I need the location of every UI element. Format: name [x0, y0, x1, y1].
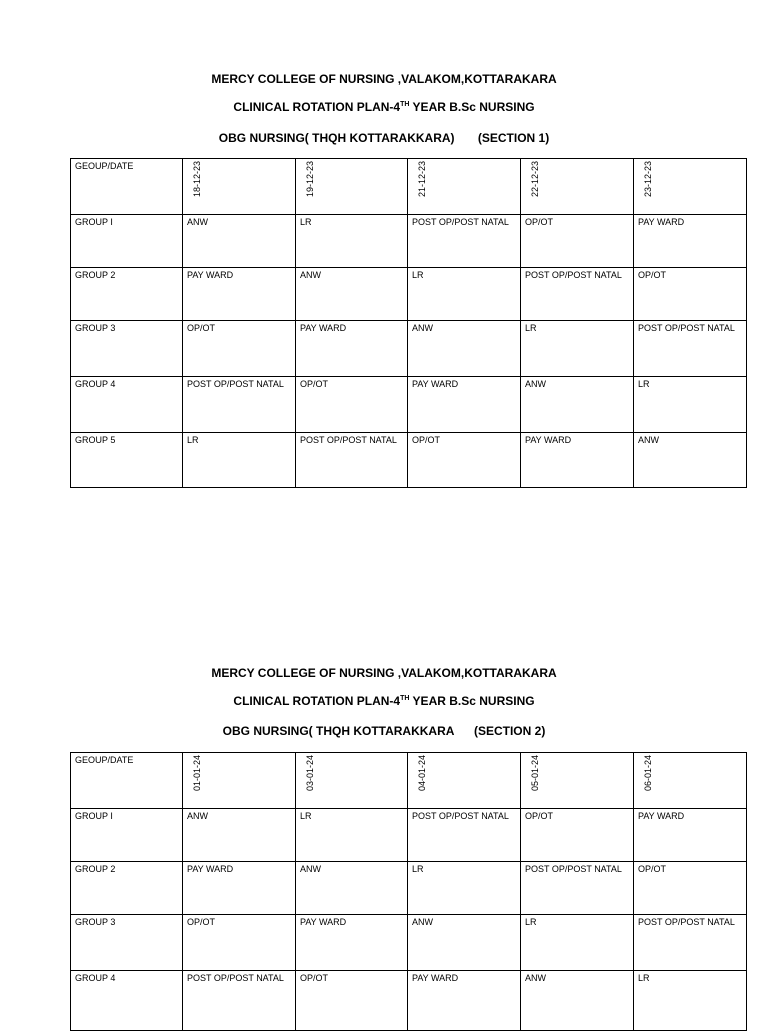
- ward-cell: PAY WARD: [183, 268, 296, 321]
- date-label: 06-01-24: [643, 754, 653, 791]
- ward-cell: OP/OT: [521, 809, 634, 862]
- ward-cell: LR: [521, 915, 634, 971]
- group-label: GROUP 5: [71, 433, 183, 488]
- ward-cell: OP/OT: [634, 862, 747, 915]
- ward-cell: POST OP/POST NATAL: [634, 915, 747, 971]
- ward-cell: ANW: [296, 268, 408, 321]
- date-label: 19-12-23: [305, 160, 315, 197]
- group-label: GROUP 2: [71, 268, 183, 321]
- ward-cell: LR: [634, 377, 747, 433]
- date-cell: [408, 159, 521, 215]
- ward-cell: ANW: [408, 915, 521, 971]
- ward-cell: POST OP/POST NATAL: [183, 971, 296, 1031]
- date-label: 03-01-24: [305, 754, 315, 791]
- ward-cell: PAY WARD: [296, 915, 408, 971]
- group-label: GROUP 3: [71, 321, 183, 377]
- group-label: GROUP 4: [71, 377, 183, 433]
- table-row: [71, 971, 747, 1031]
- ward-cell: OP/OT: [634, 268, 747, 321]
- ward-cell: PAY WARD: [183, 862, 296, 915]
- ward-cell: PAY WARD: [296, 321, 408, 377]
- ward-cell: LR: [296, 809, 408, 862]
- ward-cell: POST OP/POST NATAL: [183, 377, 296, 433]
- group-label: GROUP I: [71, 809, 183, 862]
- corner-label: GEOUP/DATE: [71, 159, 183, 215]
- table-row: [71, 377, 747, 433]
- ward-cell: OP/OT: [296, 971, 408, 1031]
- date-cell: [296, 753, 408, 809]
- ward-cell: OP/OT: [183, 321, 296, 377]
- ward-cell: PAY WARD: [408, 971, 521, 1031]
- table-row: [71, 215, 747, 268]
- ward-cell: ANW: [296, 862, 408, 915]
- date-cell: [521, 753, 634, 809]
- ward-cell: LR: [408, 862, 521, 915]
- ward-cell: ANW: [634, 433, 747, 488]
- ward-cell: ANW: [521, 377, 634, 433]
- ward-cell: POST OP/POST NATAL: [296, 433, 408, 488]
- table-header-row: [71, 159, 747, 215]
- group-label: GROUP I: [71, 215, 183, 268]
- ward-cell: ANW: [183, 215, 296, 268]
- ward-cell: LR: [296, 215, 408, 268]
- ward-cell: PAY WARD: [634, 215, 747, 268]
- date-cell: [183, 159, 296, 215]
- date-label: 21-12-23: [417, 160, 427, 197]
- ward-cell: POST OP/POST NATAL: [634, 321, 747, 377]
- table-row: [71, 809, 747, 862]
- date-label: 18-12-23: [192, 160, 202, 197]
- date-label: 05-01-24: [530, 754, 540, 791]
- rotation-table-section-1: [70, 158, 747, 488]
- ward-cell: PAY WARD: [521, 433, 634, 488]
- plan-title: CLINICAL ROTATION PLAN-4TH YEAR B.Sc NURSING: [233, 100, 535, 114]
- ward-cell: OP/OT: [296, 377, 408, 433]
- ward-cell: PAY WARD: [634, 809, 747, 862]
- ward-cell: LR: [408, 268, 521, 321]
- table-row: [71, 268, 747, 321]
- date-label: 04-01-24: [417, 754, 427, 791]
- date-label: 23-12-23: [643, 160, 653, 197]
- table-row: [71, 862, 747, 915]
- ward-cell: OP/OT: [521, 215, 634, 268]
- table-row: [71, 321, 747, 377]
- ward-cell: LR: [634, 971, 747, 1031]
- date-cell: [521, 159, 634, 215]
- date-label: 22-12-23: [530, 160, 540, 197]
- table-row: [71, 915, 747, 971]
- ward-cell: ANW: [408, 321, 521, 377]
- group-label: GROUP 2: [71, 862, 183, 915]
- ward-cell: POST OP/POST NATAL: [521, 862, 634, 915]
- table-header-row: [71, 753, 747, 809]
- date-cell: [296, 159, 408, 215]
- college-title: MERCY COLLEGE OF NURSING ,VALAKOM,KOTTARAKARA: [211, 72, 557, 86]
- ward-cell: POST OP/POST NATAL: [521, 268, 634, 321]
- date-cell: [634, 159, 747, 215]
- corner-label: GEOUP/DATE: [71, 753, 183, 809]
- date-cell: [408, 753, 521, 809]
- ward-cell: LR: [183, 433, 296, 488]
- table-row: [71, 433, 747, 488]
- unit-title: OBG NURSING( THQH KOTTARAKKARA) (SECTION 1): [218, 131, 550, 145]
- ward-cell: OP/OT: [408, 433, 521, 488]
- unit-title: OBG NURSING( THQH KOTTARAKKARA (SECTION 2): [222, 724, 546, 738]
- ward-cell: POST OP/POST NATAL: [408, 809, 521, 862]
- date-cell: [634, 753, 747, 809]
- date-cell: [183, 753, 296, 809]
- ward-cell: LR: [521, 321, 634, 377]
- rotation-table-section-2: [70, 752, 747, 1031]
- ward-cell: PAY WARD: [408, 377, 521, 433]
- ward-cell: ANW: [183, 809, 296, 862]
- college-title: MERCY COLLEGE OF NURSING ,VALAKOM,KOTTARAKARA: [211, 666, 557, 680]
- plan-title: CLINICAL ROTATION PLAN-4TH YEAR B.Sc NURSING: [233, 694, 535, 708]
- ward-cell: POST OP/POST NATAL: [408, 215, 521, 268]
- group-label: GROUP 4: [71, 971, 183, 1031]
- ward-cell: ANW: [521, 971, 634, 1031]
- group-label: GROUP 3: [71, 915, 183, 971]
- ward-cell: OP/OT: [183, 915, 296, 971]
- date-label: 01-01-24: [192, 754, 202, 791]
